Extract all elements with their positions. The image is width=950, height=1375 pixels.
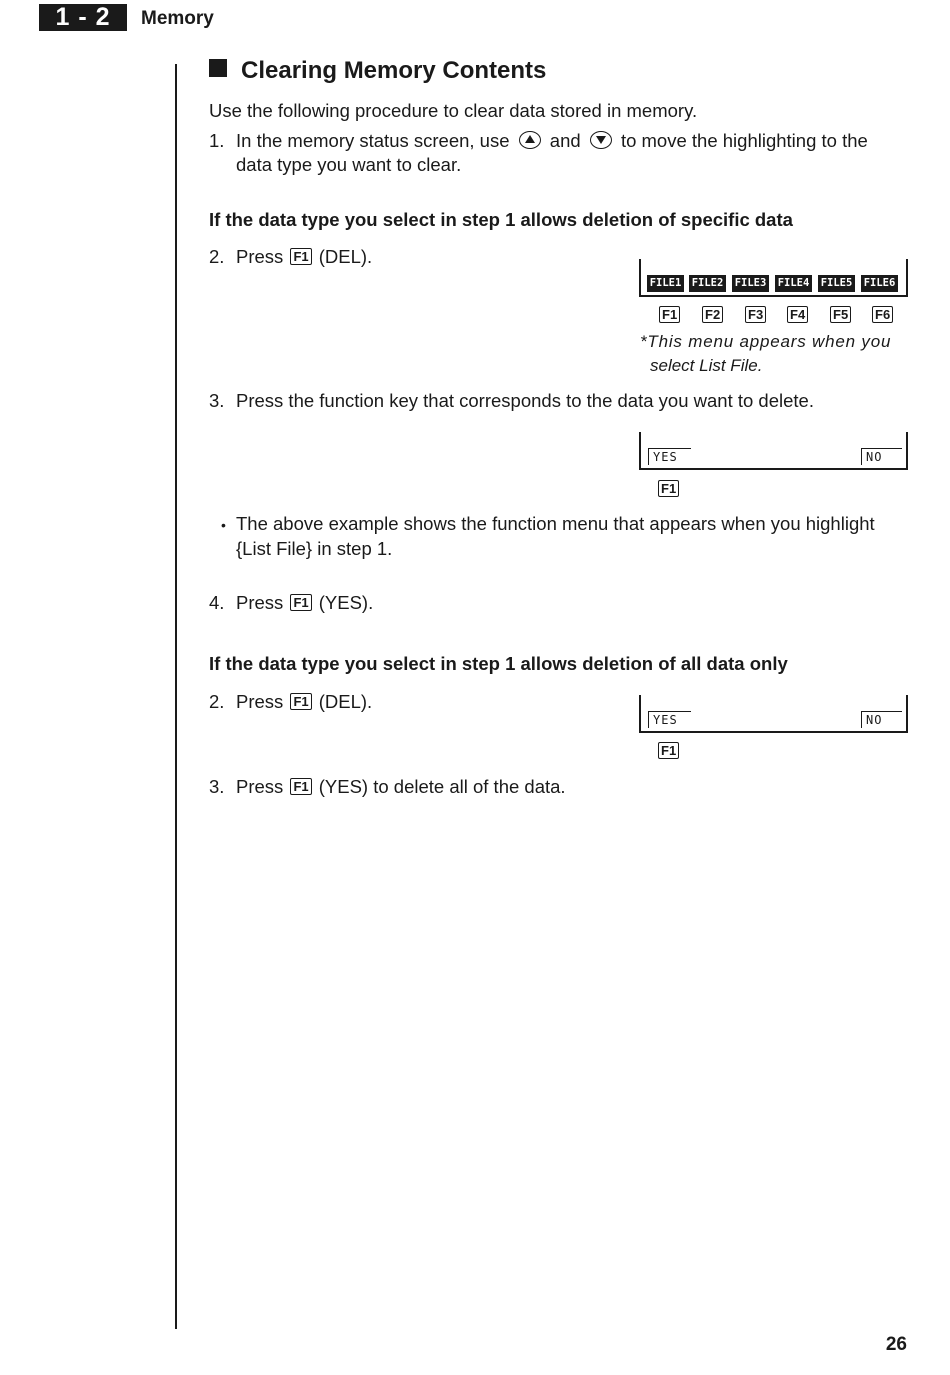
page-heading bbox=[209, 57, 546, 85]
f1-key-icon: F1 bbox=[659, 306, 680, 323]
menu-file2: FILE2 bbox=[689, 275, 726, 292]
step-number: 2. bbox=[209, 691, 225, 712]
sub2-step-2 bbox=[209, 690, 372, 714]
confirm-menu-screen-2 bbox=[639, 695, 908, 733]
f4-key-icon: F4 bbox=[787, 306, 808, 323]
step-1 bbox=[209, 129, 868, 153]
square-bullet-icon bbox=[209, 59, 227, 77]
sub1-step-2 bbox=[209, 245, 372, 269]
menu-file1: FILE1 bbox=[647, 275, 684, 292]
heading-text: Clearing Memory Contents bbox=[241, 57, 547, 84]
sub2-step-3 bbox=[209, 775, 566, 799]
menu-no: NO bbox=[861, 711, 902, 728]
f1-key-icon: F1 bbox=[290, 248, 311, 265]
step-number: 2. bbox=[209, 246, 225, 267]
sub1-step-3 bbox=[209, 389, 814, 413]
step-text: In the memory status screen, use bbox=[236, 130, 510, 151]
file-menu-screen bbox=[639, 259, 908, 297]
f1-key-icon: F1 bbox=[290, 693, 311, 710]
f1-key-icon: F1 bbox=[658, 742, 679, 759]
f5-key-icon: F5 bbox=[830, 306, 851, 323]
intro-text: Use the following procedure to clear data stored in memory. bbox=[209, 100, 698, 121]
f2-key-icon: F2 bbox=[702, 306, 723, 323]
menu-yes: YES bbox=[648, 448, 691, 465]
step-text: (YES). bbox=[318, 592, 374, 613]
section-title: Memory bbox=[141, 8, 214, 29]
step-text: Press bbox=[236, 592, 284, 613]
note-text: The above example shows the function menu that appears when you highlight bbox=[236, 513, 875, 534]
step-number: 3. bbox=[209, 776, 225, 797]
confirm-menu-screen bbox=[639, 432, 908, 470]
step-number: 3. bbox=[209, 390, 225, 411]
menu-file3: FILE3 bbox=[732, 275, 769, 292]
margin-rule bbox=[175, 64, 177, 1329]
bullet-icon: • bbox=[221, 517, 226, 533]
subheading-all-data: If the data type you select in step 1 allows deletion of all data only bbox=[209, 653, 788, 674]
step-text: (YES) to delete all of the data. bbox=[318, 776, 566, 797]
page-number: 26 bbox=[885, 1334, 907, 1355]
menu-no: NO bbox=[861, 448, 902, 465]
step-text: and bbox=[549, 130, 581, 151]
step-text: Press bbox=[236, 691, 284, 712]
example-note-continued: {List File} in step 1. bbox=[236, 538, 393, 559]
menu-file6: FILE6 bbox=[861, 275, 898, 292]
menu-yes: YES bbox=[648, 711, 691, 728]
cursor-up-icon bbox=[519, 131, 541, 149]
step-text: (DEL). bbox=[318, 691, 373, 712]
f1-key-icon: F1 bbox=[658, 480, 679, 497]
menu-note-line2: select List File. bbox=[650, 356, 763, 375]
menu-note-line1: *This menu appears when you bbox=[640, 332, 892, 351]
f6-key-icon: F6 bbox=[872, 306, 893, 323]
f1-key-icon: F1 bbox=[290, 594, 311, 611]
menu-file4: FILE4 bbox=[775, 275, 812, 292]
f1-key-icon: F1 bbox=[290, 778, 311, 795]
section-number-badge: 1 - 2 bbox=[39, 4, 127, 31]
step-number: 1. bbox=[209, 130, 225, 151]
subheading-specific-data: If the data type you select in step 1 allows deletion of specific data bbox=[209, 209, 793, 230]
step-text: Press bbox=[236, 246, 284, 267]
menu-file5: FILE5 bbox=[818, 275, 855, 292]
cursor-down-icon bbox=[590, 131, 612, 149]
sub1-step-4 bbox=[209, 591, 373, 615]
step-1-continued: data type you want to clear. bbox=[236, 154, 462, 175]
example-note bbox=[221, 512, 875, 537]
step-text: Press the function key that corresponds to the data you want to delete. bbox=[236, 390, 814, 411]
f3-key-icon: F3 bbox=[745, 306, 766, 323]
step-text: Press bbox=[236, 776, 284, 797]
step-number: 4. bbox=[209, 592, 225, 613]
step-text: (DEL). bbox=[318, 246, 373, 267]
step-text: to move the highlighting to the bbox=[620, 130, 868, 151]
